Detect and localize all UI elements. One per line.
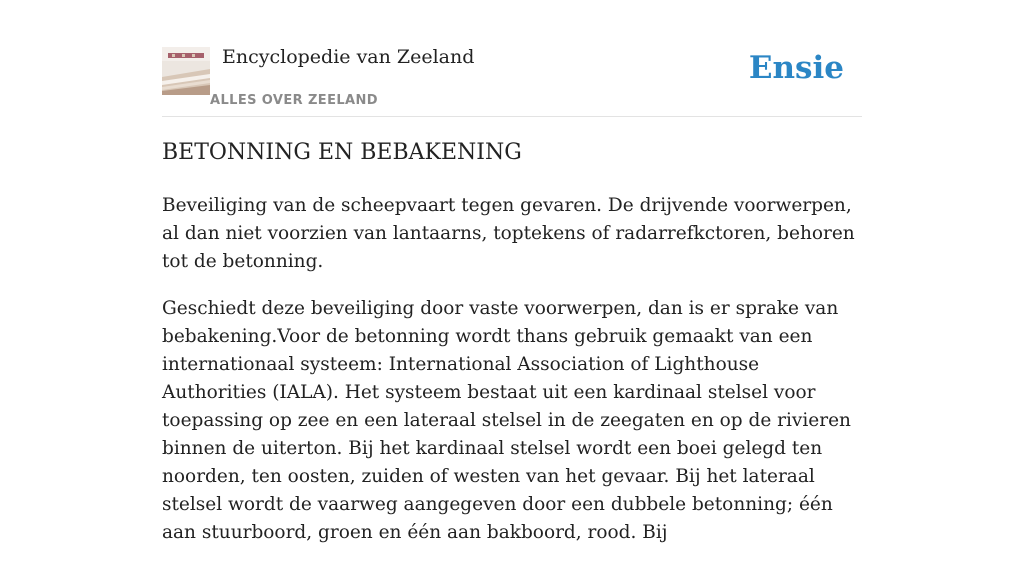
article-paragraph: Beveiliging van de scheepvaart tegen gevaren. De drijvende voorwerpen, al dan niet voorzien van lantaarns, toptekens of radarrefkctoren, behoren tot de betonning. bbox=[162, 195, 855, 272]
site-header bbox=[162, 0, 862, 117]
article-title: BETONNING EN BEBAKENING bbox=[162, 140, 522, 165]
article-paragraph: Geschiedt deze beveiliging door vaste voorwerpen, dan is er sprake van bebakening.Voor de betonning wordt thans gebruik gemaakt van een internationaal systeem: International Association of Lighthouse Authorities (IALA). Het systeem bestaat uit een kardinaal stelsel voor toepassing op zee en een lateraal stelsel in de zeegaten en op de rivieren binnen de uiterton. Bij het kardinaal stelsel wordt een boei gelegd ten noorden, ten oosten, zuiden of westen van het gevaar. Bij het lateraal stelsel wordt de vaarweg aangegeven door een dubbele betonning; één aan stuurboord, groen en één aan bakboord, rood. Bij bbox=[162, 298, 851, 543]
site-title[interactable]: Encyclopedie van Zeeland bbox=[222, 46, 475, 68]
brand-logo-link[interactable]: Ensie bbox=[748, 50, 844, 86]
site-subtitle: ALLES OVER ZEELAND bbox=[210, 93, 378, 108]
book-logo-icon bbox=[162, 47, 210, 95]
content-column bbox=[162, 0, 862, 543]
site-logo[interactable] bbox=[162, 47, 210, 95]
article-body bbox=[162, 192, 862, 566]
